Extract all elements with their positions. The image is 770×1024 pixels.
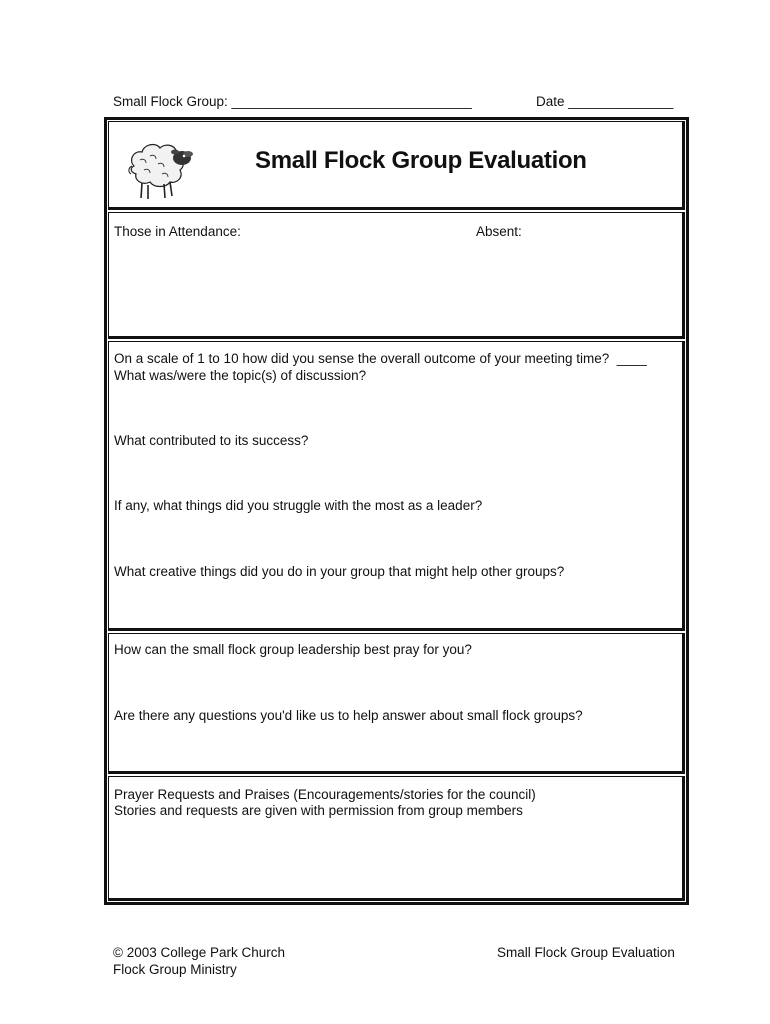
form-title: Small Flock Group Evaluation <box>255 147 587 174</box>
struggle-question: If any, what things did you struggle with the most as a leader? <box>114 498 483 513</box>
small-flock-group-field[interactable]: Small Flock Group: ________________________________ <box>113 94 472 109</box>
absent-label: Absent: <box>476 224 522 239</box>
pray-question: How can the small flock group leadership best pray for you? <box>114 642 472 657</box>
scale-question: On a scale of 1 to 10 how did you sense the overall outcome of your meeting time? ____ <box>114 351 647 366</box>
date-field[interactable]: Date ______________ <box>536 94 674 109</box>
questions-question: Are there any questions you'd like us to help answer about small flock groups? <box>114 708 583 723</box>
attendance-label: Those in Attendance: <box>114 224 241 239</box>
creative-question: What creative things did you do in your group that might help other groups? <box>114 564 565 579</box>
permission-note: Stories and requests are given with permission from group members <box>114 803 523 818</box>
sheep-icon <box>126 136 198 204</box>
copyright-text: © 2003 College Park Church <box>113 945 286 960</box>
meeting-evaluation-box[interactable] <box>108 341 685 631</box>
ministry-text: Flock Group Ministry <box>113 962 237 977</box>
topics-question: What was/were the topic(s) of discussion? <box>114 368 367 383</box>
success-question: What contributed to its success? <box>114 433 309 448</box>
prayer-requests-label: Prayer Requests and Praises (Encouragements/stories for the council) <box>114 787 536 802</box>
footer-form-name: Small Flock Group Evaluation <box>497 945 675 960</box>
